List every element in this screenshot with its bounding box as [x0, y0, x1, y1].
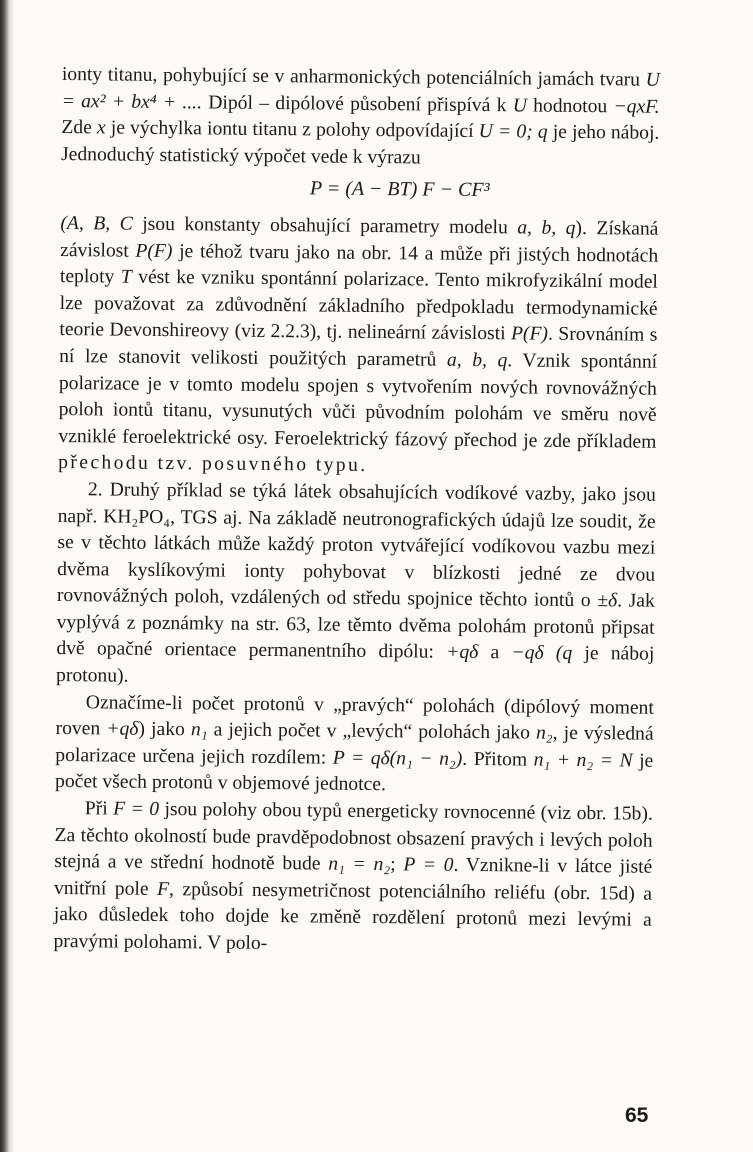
math-span: n₂	[535, 722, 553, 744]
text-span: je téhož tvaru jako na obr. 14 a může při jistých hodnotách teploty	[59, 240, 659, 288]
text-span: je výchylka iontu titanu z polohy odpovídající	[105, 117, 479, 143]
text-span: , je výsledná polarizace určena jejich rozdílem:	[55, 722, 654, 769]
text-span: , způsobí nesymetričnost potenciálního reliéfu (obr. 15d) a jako důsledek toho dojde ke změně rozdělení protonů mezi levými a pravými polohami. V polo-	[53, 878, 653, 955]
text-span: ) jako	[138, 719, 192, 741]
text-span: ). Získaná závislost	[60, 217, 659, 262]
text-span: je náboj protonu).	[56, 643, 655, 687]
math-span: U = ax² + bx⁴ + ....	[61, 69, 660, 113]
math-span: n₁	[190, 719, 208, 741]
math-span: n₁ = n₂	[328, 853, 391, 876]
text-span: Zde	[61, 117, 98, 139]
emphasized-term: přechodu tzv. posuvného typu	[58, 452, 361, 477]
math-span: P = 0	[403, 854, 454, 877]
text-span: vést ke vzniku spontánní polarizace. Tento mikrofyzikální model lze považovat za zdůvodnění základního předpokladu termodynamické teorie Devonshireovy (viz 2.2.3), tj. nelineární závislosti	[59, 266, 659, 345]
paragraph-3	[56, 477, 656, 695]
math-span: ±δ	[597, 590, 618, 612]
math-span: (A, B, C	[60, 212, 133, 235]
math-span: +qδ	[446, 642, 479, 664]
text-span: je počet všech protonů v objemové jednotce.	[54, 750, 654, 796]
math-span: n₁ + n₂ = N	[533, 749, 633, 772]
text-span: . Vznik spontánní polarizace je v tomto modelu spojen s vytvořením nových rovnovážných poloh iontů titanu, vysunutých vůči původním polohám ve směru nově vzniklé feroelektrické osy. Feroelektrický fázový přechod je zde příkladem	[58, 350, 658, 453]
math-span: F	[156, 878, 170, 900]
math-span: −qδ (q	[511, 642, 573, 665]
math-span: P(F)	[510, 323, 549, 346]
text-span: ionty titanu, pohybující se v anharmonických potenciálních jamách tvaru	[61, 63, 646, 91]
page-body	[53, 62, 660, 961]
text-span: . Srovnáním s ní lze stanovit velikosti použitých parametrů	[59, 324, 658, 371]
math-span: T	[120, 266, 132, 288]
math-span: P = qδ(n₁ − n₂)	[332, 747, 463, 770]
math-span: a, b, q	[446, 349, 508, 372]
text-span: je jeho náboj. Jednoduchý statistický výpočet vede k výrazu	[61, 121, 660, 169]
equation-polarization: P = (A − BT) F − CF³	[309, 177, 490, 202]
text-span: ;	[390, 854, 404, 876]
text-span: . Přitom	[462, 748, 534, 771]
text-span: hodnotou	[526, 95, 614, 117]
math-span: +qδ	[106, 718, 139, 741]
text-span: Při	[84, 798, 114, 820]
paragraph-2	[58, 211, 659, 483]
paragraph-1	[61, 62, 660, 174]
math-span: a, b, q	[517, 217, 576, 239]
text-span: Dipól – dipólové působení přispívá k	[201, 91, 513, 116]
text-span: .	[360, 455, 366, 477]
text-span: 2. Druhý příklad se týká látek obsahujících vodíkové vazby, jako jsou např. KH₂PO₄, TGS aj. Na základě neutronografických údajů lze soudit, že se v těchto látkách může každý proton vytvářející vodíkovou vazbu mezi dvěma kyslíkovými ionty pohybovat v blízkosti jedné ze dvou rovnovážných poloh, vzdálených od středu spojnice těchto iontů o	[56, 479, 656, 612]
math-span: −qxF.	[613, 95, 660, 118]
page-number: 65	[625, 1104, 649, 1127]
paragraph-5	[53, 796, 653, 961]
math-span: P(F)	[135, 240, 173, 262]
math-span: x	[96, 117, 106, 139]
text-span: a	[478, 642, 512, 664]
text-span: jsou polohy obou typů energeticky rovnocenné (viz obr. 15b). Za těchto okolností bude pravděpodobnost obsazení pravých i levých poloh stejná a ve střední hodnotě bude	[54, 798, 653, 875]
math-span: U	[512, 94, 528, 117]
text-span: . Vznikne-li v látce jisté vnitřní pole	[53, 855, 653, 900]
math-span: U = 0; q	[478, 121, 548, 143]
math-span: F = 0	[113, 798, 160, 820]
text-span: a jejich počet v „levých“ polohách jako	[207, 719, 537, 744]
paragraph-4	[55, 690, 654, 802]
text-span: Označíme-li počet protonů v „pravých“ polohách (dipólový moment roven	[55, 691, 654, 740]
book-spine-shadow	[0, 0, 14, 1152]
text-span: jsou konstanty obsahující parametry modelu	[132, 213, 518, 239]
text-span: . Jak vyplývá z poznámky na str. 63, lze těmto dvěma polohám protonů připsat dvě opačné orientace permanentního dipólu:	[56, 590, 655, 664]
